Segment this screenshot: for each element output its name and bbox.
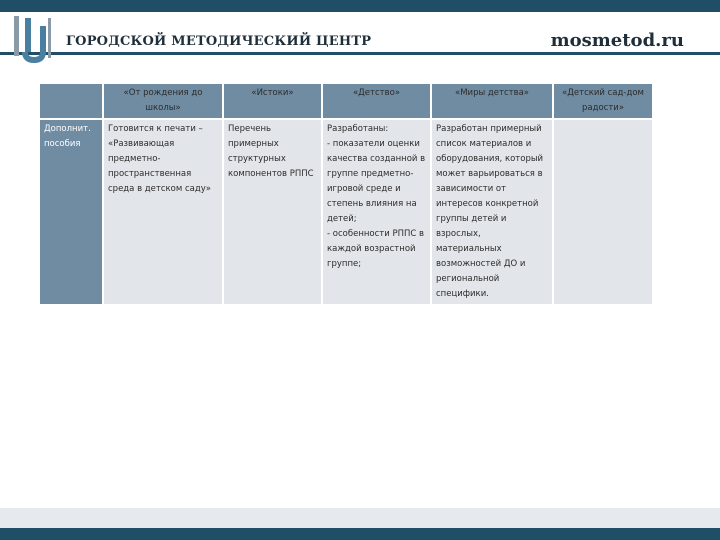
top-bar <box>0 0 720 12</box>
footer-strip <box>0 508 720 530</box>
header <box>0 12 720 55</box>
site-url[interactable]: mosmetod.ru <box>550 30 684 51</box>
programs-table <box>38 82 654 306</box>
column-header: «От рождения до школы» <box>104 84 222 118</box>
table-cell: Готовится к печати – «Развивающая предметно-пространственная среда в детском саду» <box>104 120 222 304</box>
column-header: «Миры детства» <box>432 84 552 118</box>
table-cell: Разработан примерный список материалов и оборудования, который может варьироваться в зависимости от интересов конкретной группы детей и взрослых, материальных возможностей ДО и региональной специфики. <box>432 120 552 304</box>
table-header-row <box>40 84 652 118</box>
org-name: ГОРОДСКОЙ МЕТОДИЧЕСКИЙ ЦЕНТР <box>66 34 372 49</box>
corner-cell <box>40 84 102 118</box>
table-row <box>40 120 652 304</box>
column-header: «Истоки» <box>224 84 321 118</box>
column-header: «Детство» <box>323 84 430 118</box>
column-header: «Детский сад-дом радости» <box>554 84 652 118</box>
bottom-bar <box>0 528 720 540</box>
table-cell: Разработаны: - показатели оценки качества созданной в группе предметно-игровой среде и степень влияния на детей; - особенности РППС в каждой возрастной группе; <box>323 120 430 304</box>
gmc-logo-icon <box>8 16 58 66</box>
table-cell <box>554 120 652 304</box>
row-label: Дополнит. пособия <box>40 120 102 304</box>
table-cell: Перечень примерных структурных компонентов РППС <box>224 120 321 304</box>
